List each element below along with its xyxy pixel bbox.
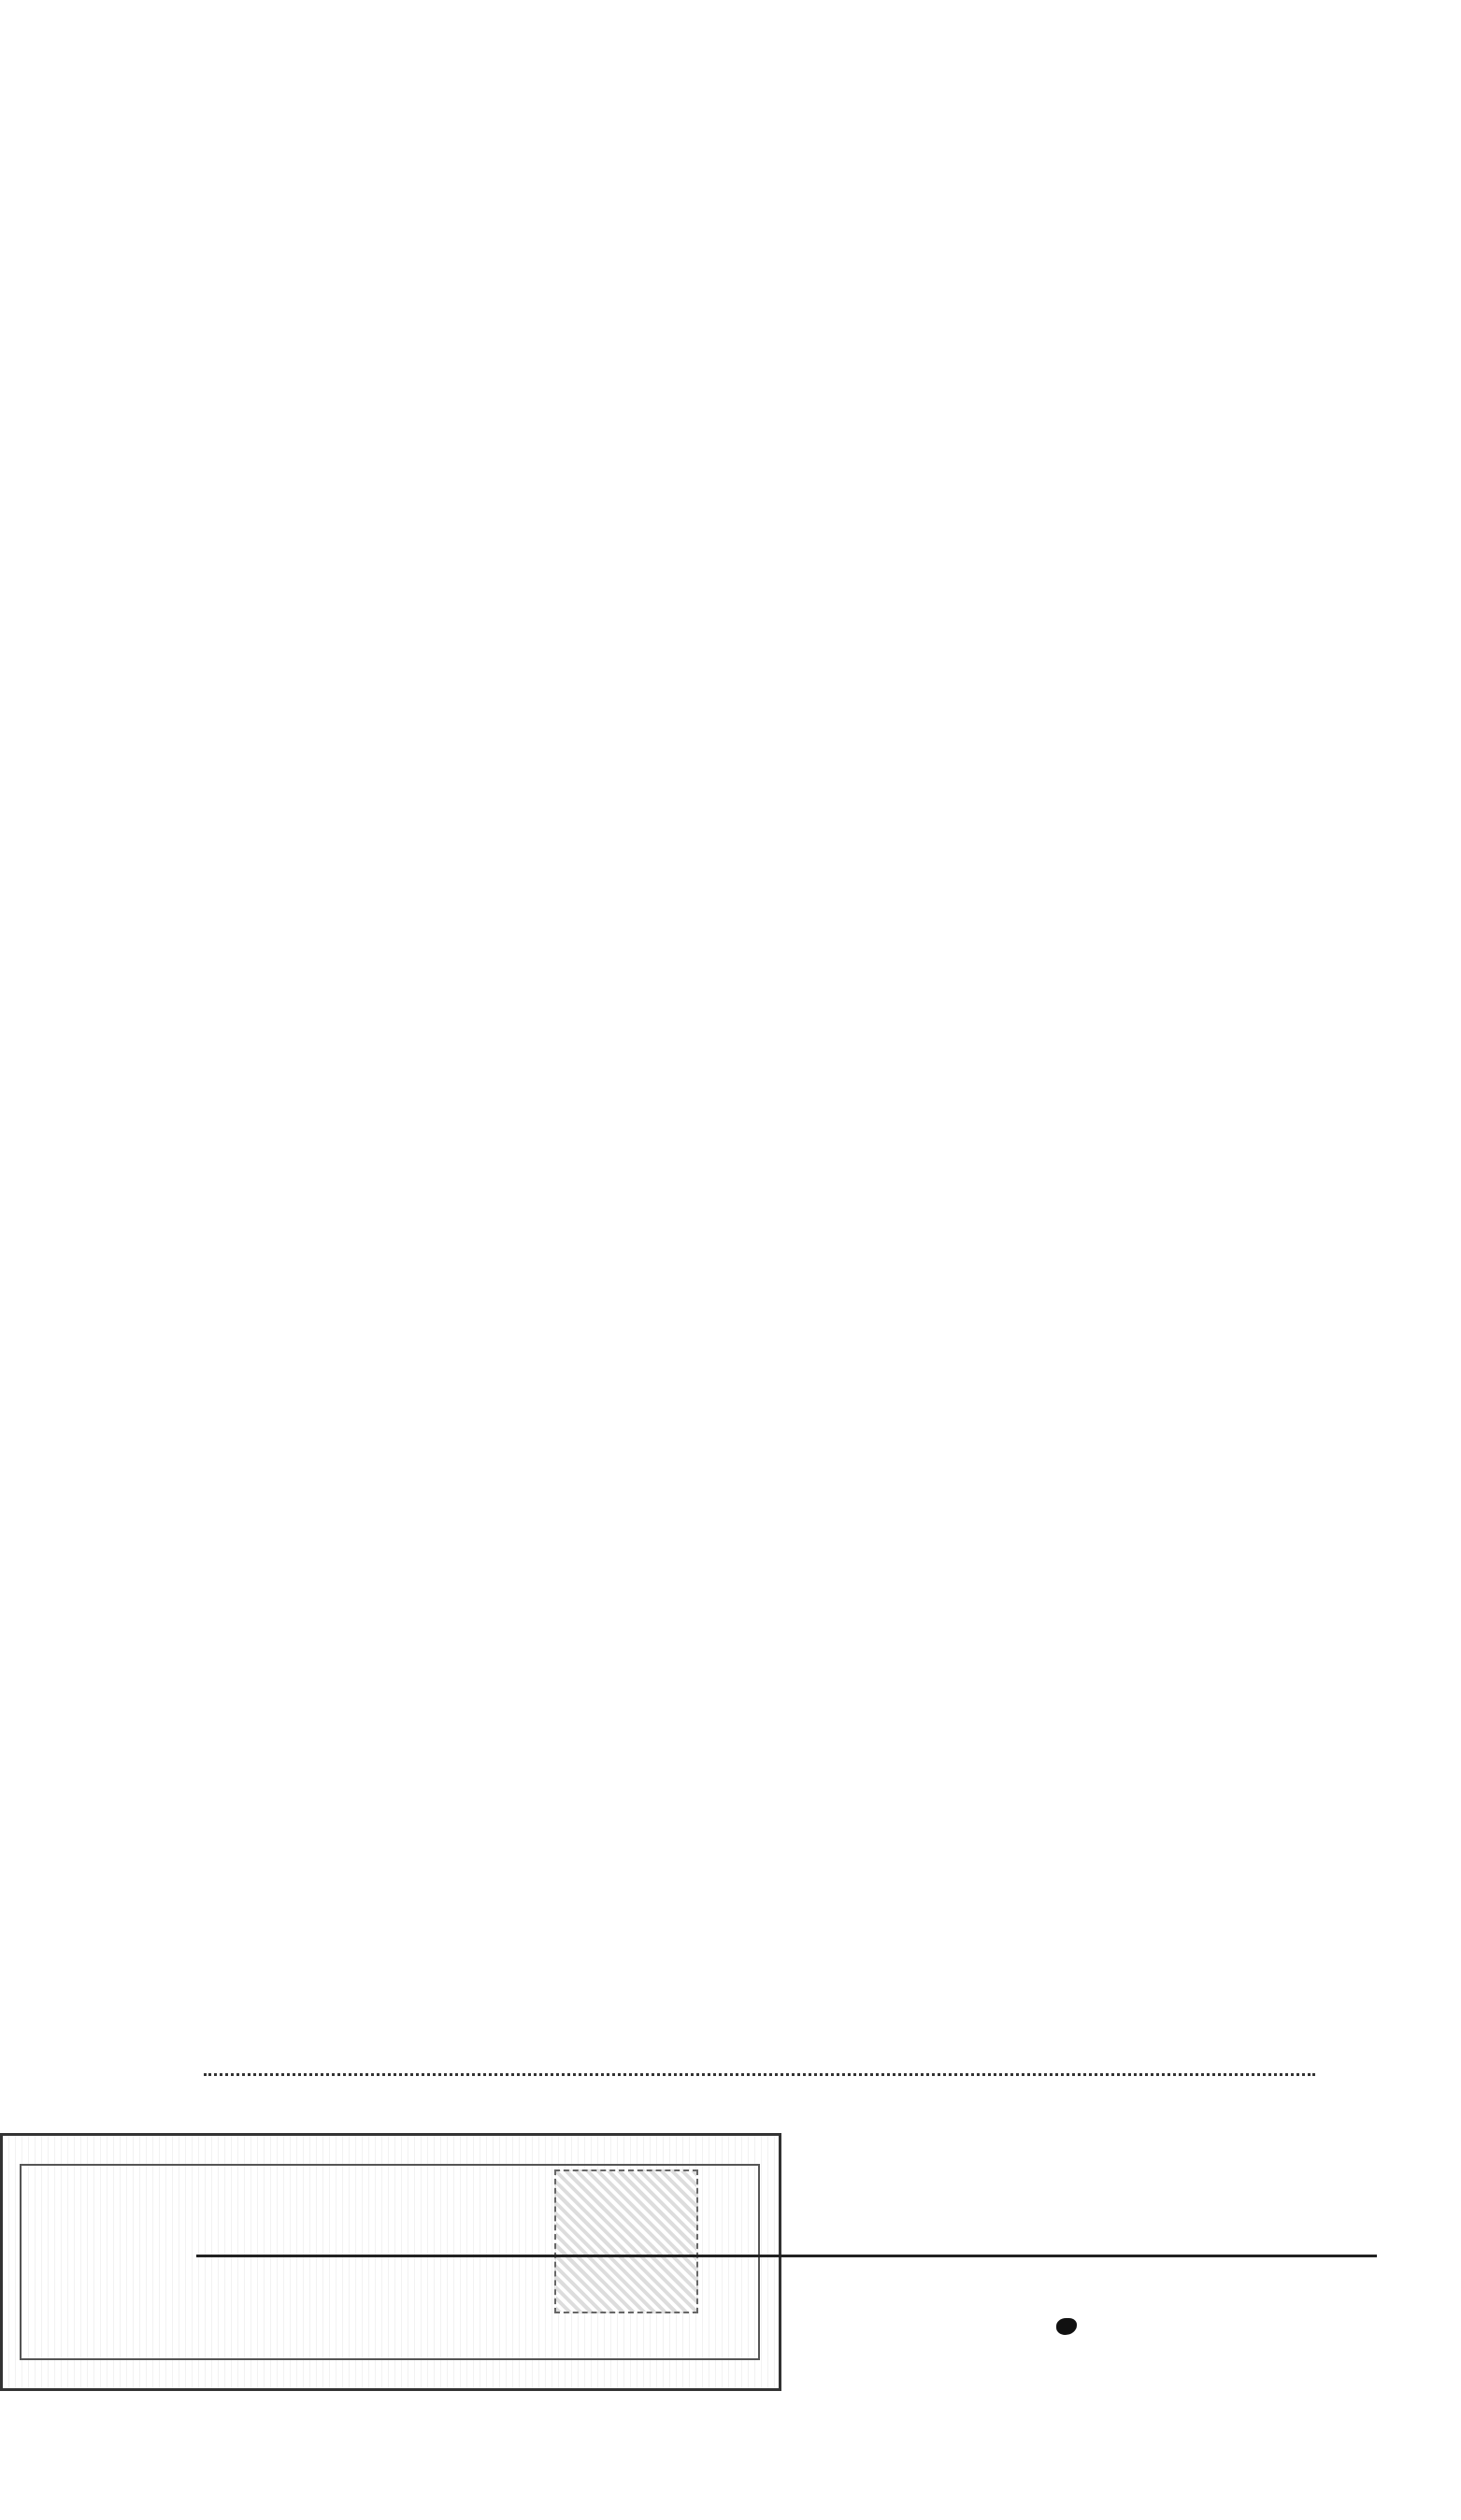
index-entry: [196, 2073, 1368, 2083]
library-stamp: [0, 2133, 781, 2391]
ink-blot: [1056, 2318, 1077, 2335]
footer-rule: [196, 2255, 1377, 2257]
running-header: [196, 129, 1293, 176]
stamp-emblem: [554, 2169, 698, 2313]
